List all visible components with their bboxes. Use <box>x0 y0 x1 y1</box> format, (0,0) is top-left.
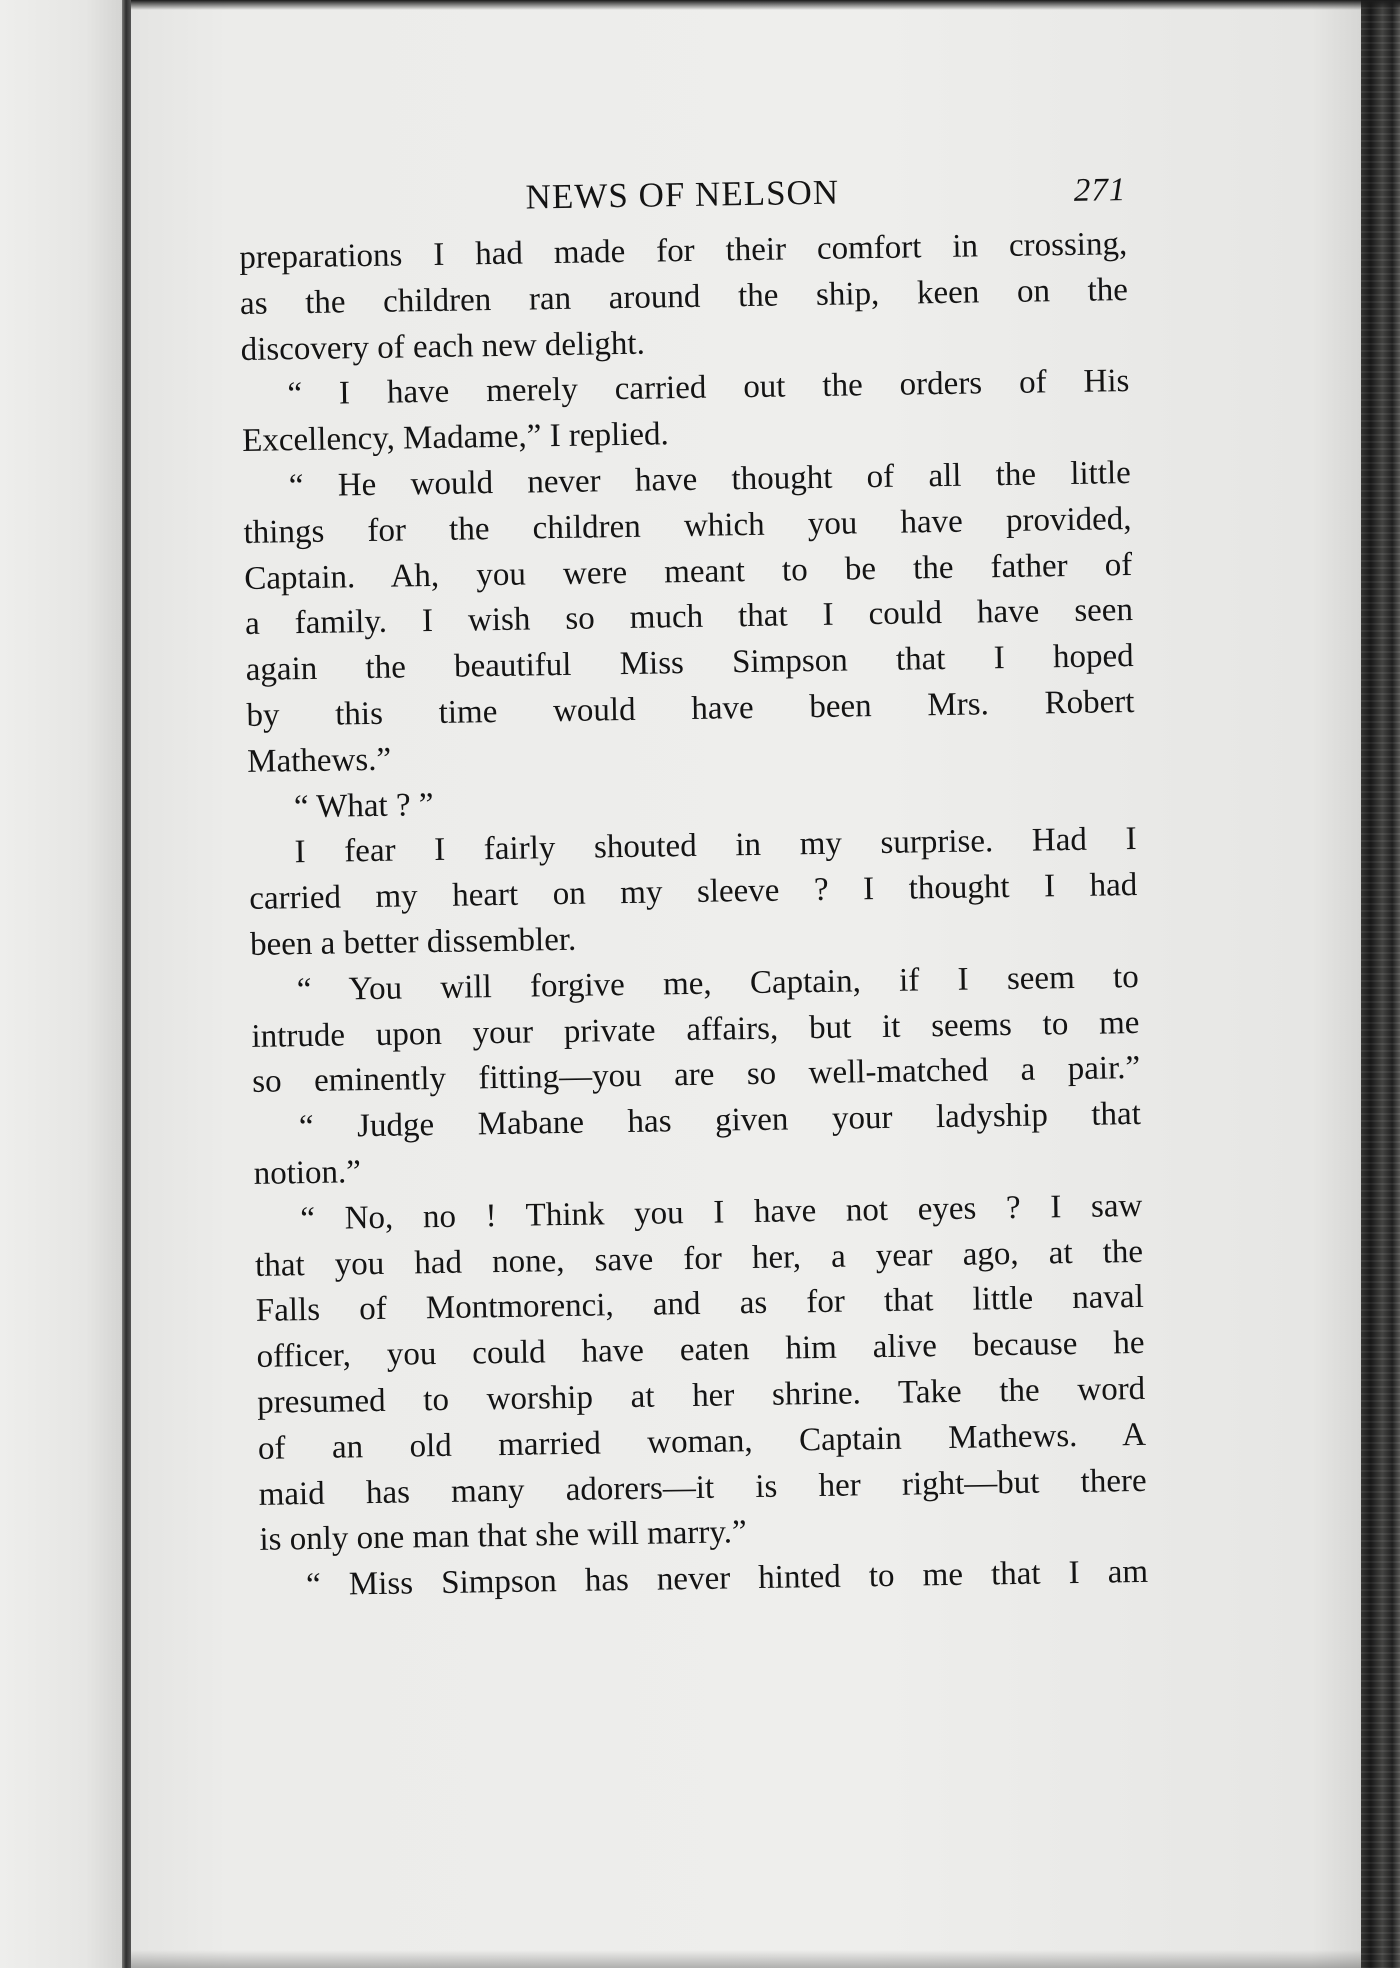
text-line: “ Judge Mabane has given your ladyship that <box>298 1096 1142 1146</box>
text-line: “ I have merely carried out the orders of His <box>287 363 1130 413</box>
text-line: that you had none, save for her, a year ago, at the <box>254 1233 1144 1284</box>
body-text <box>239 222 1148 1610</box>
text-line: of an old married woman, Captain Mathews. A <box>257 1416 1147 1467</box>
text-line: Captain. Ah, you were meant to be the father of <box>244 546 1133 597</box>
text-line: “ What ? ” <box>293 786 434 825</box>
text-line: as the children ran around the ship, keen on the <box>239 271 1129 322</box>
text-line: so eminently fitting—you are so well-matched a pair.” <box>251 1050 1141 1101</box>
text-line: Falls of Montmorenci, and as for that little naval <box>255 1279 1145 1330</box>
running-title: NEWS OF NELSON <box>525 172 840 217</box>
text-line: presumed to worship at her shrine. Take the word <box>256 1370 1146 1421</box>
text-line: discovery of each new delight. <box>240 325 646 368</box>
text-line: maid has many adorers—it is her right—but there <box>258 1462 1147 1513</box>
text-line: intrude upon your private affairs, but it seems to me <box>251 1004 1140 1055</box>
text-line: officer, you could have eaten him alive because he <box>256 1325 1145 1375</box>
facing-page-edge <box>0 0 122 1968</box>
text-line: again the beautiful Miss Simpson that I hoped <box>245 638 1134 689</box>
text-line: “ Miss Simpson has never hinted to me that I am <box>305 1553 1149 1604</box>
text-line: Mathews.” <box>246 741 392 780</box>
text-line: I fear I fairly shouted in my surprise. Had I <box>294 821 1137 871</box>
text-line: “ You will forgive me, Captain, if I seem to <box>296 958 1139 1008</box>
text-line: been a better dissembler. <box>249 921 577 963</box>
text-line: carried my heart on my sleeve ? I thought I had <box>249 867 1138 918</box>
book-gutter <box>122 0 131 1968</box>
text-line: notion.” <box>253 1154 362 1192</box>
top-shadow <box>131 0 1400 10</box>
page-bottom-shadow <box>131 1950 1361 1968</box>
page-stack-texture <box>1361 0 1400 1968</box>
text-line: preparations I had made for their comfort in crossing, <box>239 226 1128 276</box>
text-line: Excellency, Madame,” I replied. <box>241 416 670 460</box>
text-line: “ No, no ! Think you I have not eyes ? I saw <box>300 1187 1143 1237</box>
page-number: 271 <box>1073 172 1127 209</box>
text-line: is only one man that she will marry.” <box>259 1514 747 1559</box>
text-line: “ He would never have thought of all the little <box>288 455 1132 505</box>
text-line: by this time would have been Mrs. Robert <box>246 683 1135 734</box>
page-text-block <box>238 162 1148 1610</box>
text-line: things for the children which you have provided, <box>243 500 1132 551</box>
text-line: a family. I wish so much that I could have seen <box>244 592 1134 643</box>
